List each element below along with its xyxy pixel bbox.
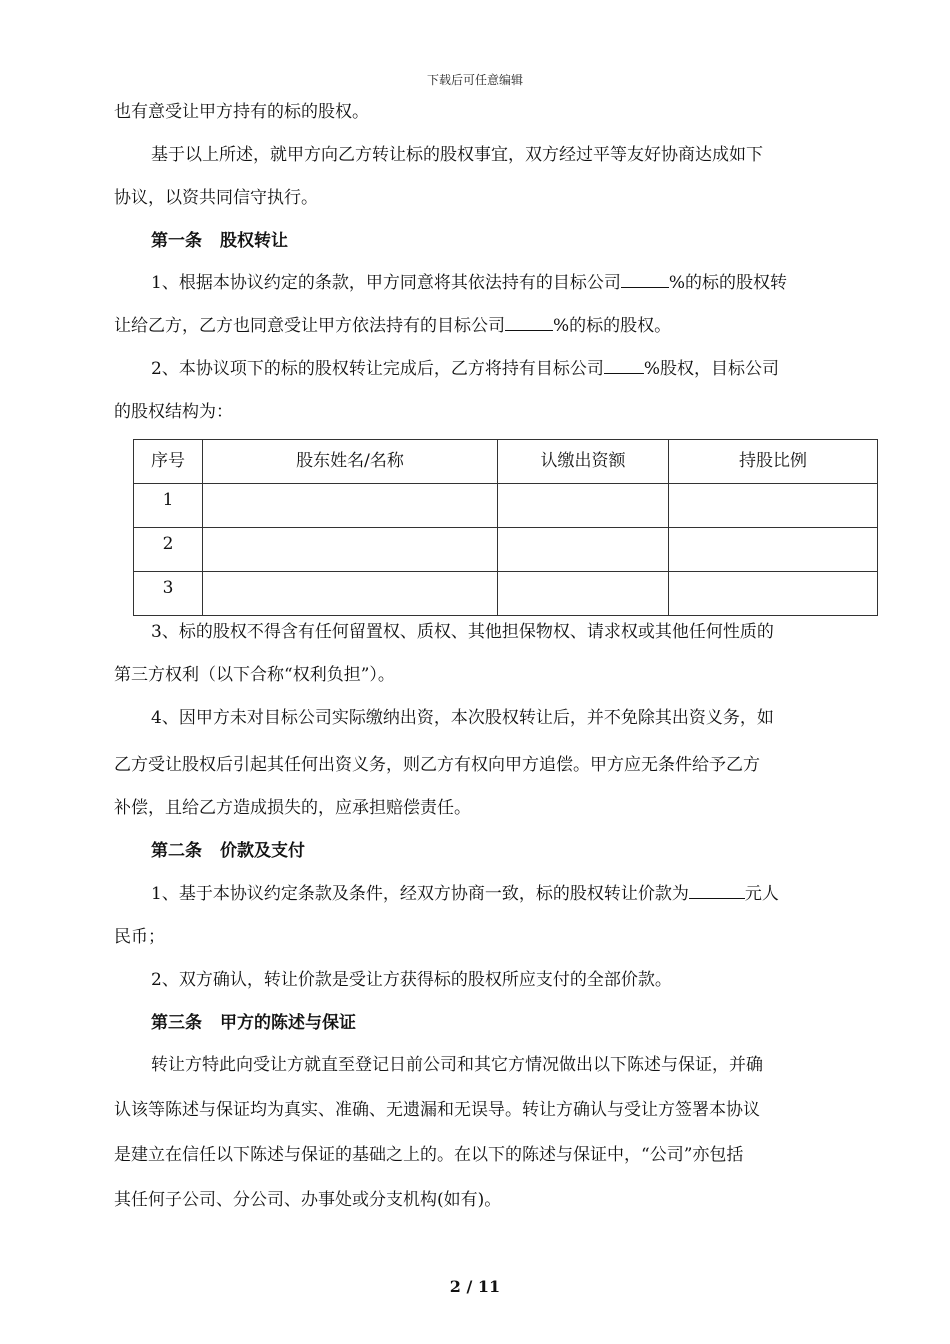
paragraph: 转让方特此向受让方就直至登记日前公司和其它方情况做出以下陈述与保证，并确 [151, 1055, 763, 1075]
article-2-heading [151, 839, 859, 863]
column-header: 股东姓名/名称 [203, 440, 498, 484]
text: %的标的股权转 [668, 273, 787, 293]
table-cell [498, 572, 669, 616]
paragraph: 的股权结构为： [114, 402, 233, 422]
blank-line [689, 898, 745, 899]
text: %股权，目标公司 [643, 359, 779, 379]
blank-line [621, 287, 669, 288]
paragraph: 乙方受让股权后引起其任何出资义务，则乙方有权向甲方追偿。甲方应无条件给予乙方 [114, 755, 760, 775]
article-title: 甲方的陈述与保证 [220, 1013, 356, 1033]
column-header: 序号 [134, 440, 203, 484]
paragraph: 2、双方确认，转让价款是受让方获得标的股权所应支付的全部价款。 [151, 970, 672, 990]
text: %的标的股权。 [553, 316, 672, 336]
paragraph: 协议，以资共同信守执行。 [114, 188, 318, 208]
table-cell: 3 [134, 572, 203, 616]
paragraph: 民币； [114, 927, 165, 947]
table-row [134, 484, 878, 528]
blank-line [505, 330, 553, 331]
article-number: 第二条 [151, 841, 202, 861]
table-cell [498, 484, 669, 528]
table-row [134, 528, 878, 572]
blank-line [604, 373, 644, 374]
paragraph: 补偿，且给乙方造成损失的，应承担赔偿责任。 [114, 798, 471, 818]
table-cell [498, 528, 669, 572]
table-cell: 2 [134, 528, 203, 572]
paragraph: 基于以上所述，就甲方向乙方转让标的股权事宜，双方经过平等友好协商达成如下 [151, 145, 763, 165]
table-cell [669, 484, 878, 528]
article-1-heading [151, 229, 859, 253]
paragraph: 4、因甲方未对目标公司实际缴纳出资，本次股权转让后，并不免除其出资义务，如 [151, 708, 774, 728]
column-header: 认缴出资额 [498, 440, 669, 484]
paragraph: 认该等陈述与保证均为真实、准确、无遗漏和无误导。转让方确认与受让方签署本协议 [114, 1100, 760, 1120]
paragraph: 也有意受让甲方持有的标的股权。 [114, 102, 369, 122]
table-row [134, 572, 878, 616]
article-number: 第三条 [151, 1013, 202, 1033]
paragraph [114, 314, 859, 338]
table-cell: 1 [134, 484, 203, 528]
table-header-row [134, 440, 878, 484]
paragraph: 其任何子公司、分公司、办事处或分支机构(如有)。 [114, 1190, 502, 1210]
article-3-heading [151, 1011, 859, 1035]
text: 2、本协议项下的标的股权转让完成后，乙方将持有目标公司 [151, 359, 604, 379]
table-cell [669, 572, 878, 616]
page-header: 下载后可任意编辑 [426, 73, 523, 87]
equity-structure-table [133, 439, 878, 616]
page-number: 2 / 11 [449, 1277, 501, 1296]
paragraph: 第三方权利（以下合称“权利负担”）。 [114, 665, 395, 685]
table-cell [203, 484, 498, 528]
article-title: 股权转让 [220, 231, 288, 251]
table-cell [203, 528, 498, 572]
paragraph [151, 271, 859, 295]
article-number: 第一条 [151, 231, 202, 251]
text: 让给乙方，乙方也同意受让甲方依法持有的目标公司 [114, 316, 505, 336]
text: 1、根据本协议约定的条款，甲方同意将其依法持有的目标公司 [151, 273, 621, 293]
paragraph: 是建立在信任以下陈述与保证的基础之上的。在以下的陈述与保证中，“公司”亦包括 [114, 1145, 744, 1165]
column-header: 持股比例 [669, 440, 878, 484]
table-cell [669, 528, 878, 572]
paragraph [151, 882, 859, 906]
table-cell [203, 572, 498, 616]
article-title: 价款及支付 [220, 841, 305, 861]
paragraph: 3、标的股权不得含有任何留置权、质权、其他担保物权、请求权或其他任何性质的 [151, 622, 774, 642]
text: 1、基于本协议约定条款及条件，经双方协商一致，标的股权转让价款为 [151, 884, 689, 904]
paragraph [151, 357, 859, 381]
text: 元人 [744, 884, 779, 904]
